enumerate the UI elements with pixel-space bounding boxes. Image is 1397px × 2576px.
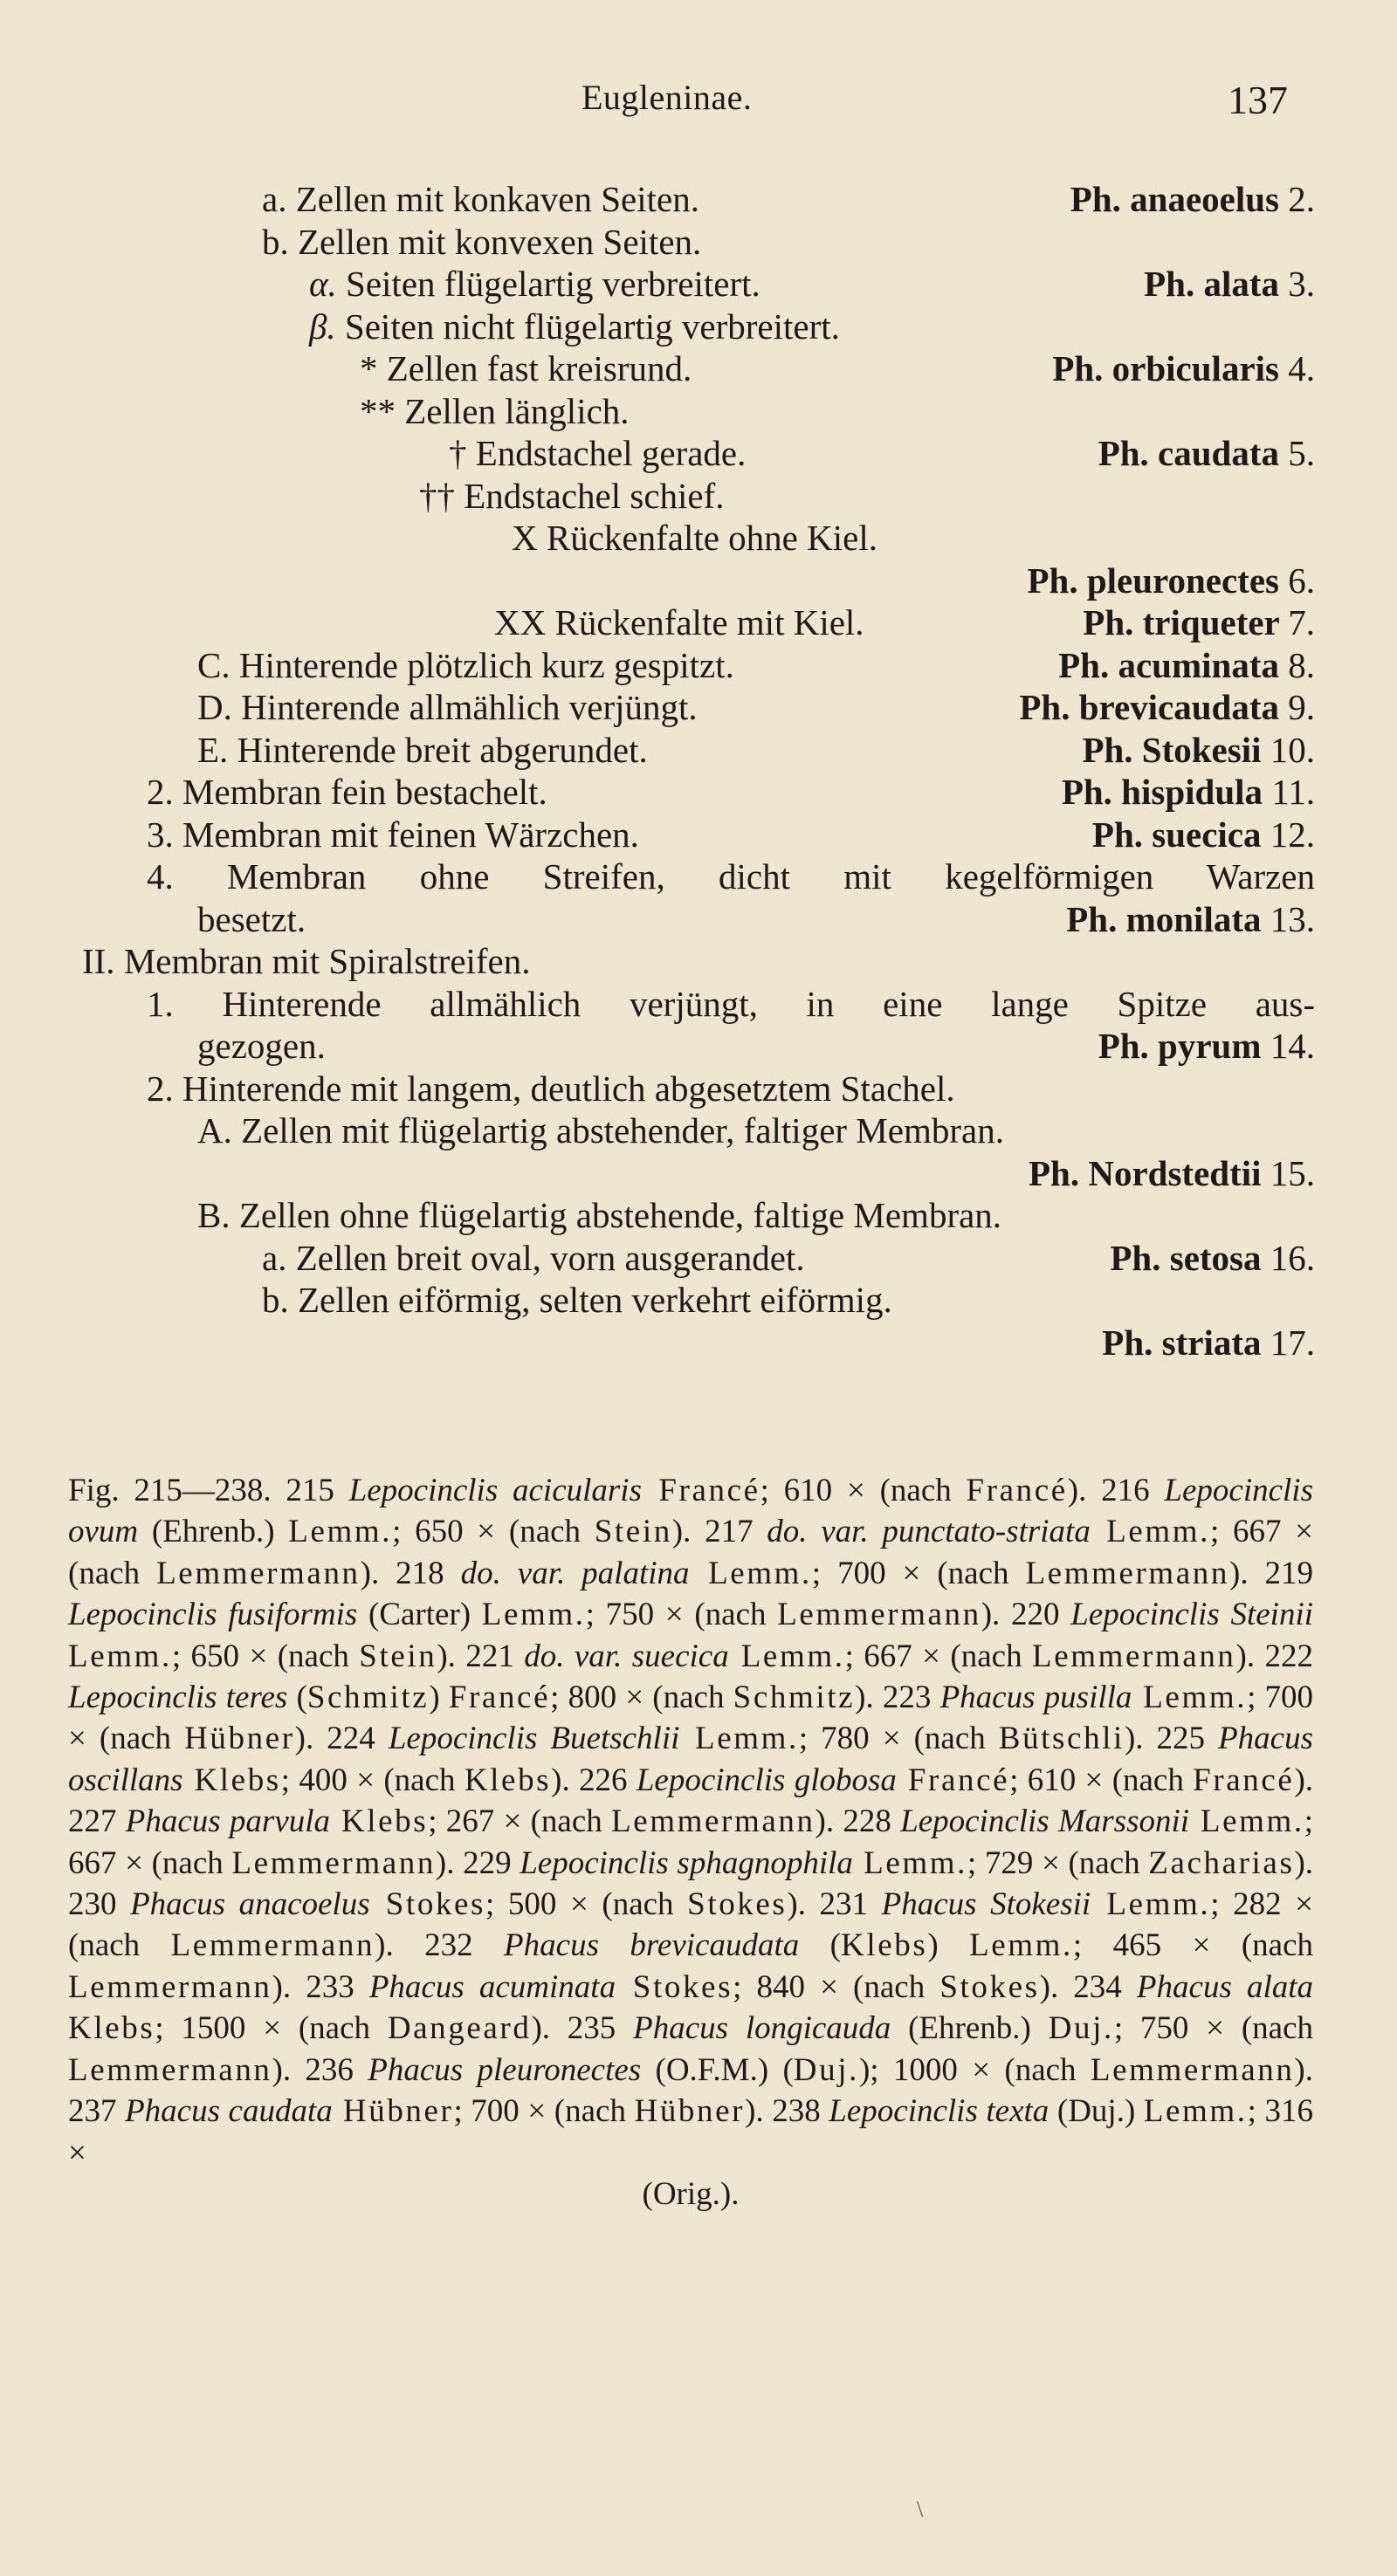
species-number: 5. (1288, 433, 1315, 473)
caption-text: ; 800 × (nach (550, 1680, 733, 1716)
key-line-description: Hinterende allmählich verjüngt. (241, 687, 698, 727)
author-name: Dangeard (387, 2010, 532, 2047)
author-name: Lemmermann (170, 1927, 375, 1964)
caption-text: (Duj.) (1049, 2093, 1144, 2130)
key-line-description: Zellen mit konvexen Seiten. (298, 221, 702, 262)
taxon-name: do. var. suecica (524, 1638, 729, 1674)
species-name (1083, 601, 1315, 644)
taxon-name: Lepocinclis ovum (68, 1473, 1313, 1550)
species-name-text: Ph. striata (1102, 1322, 1262, 1363)
caption-text: ). 216 (1067, 1473, 1165, 1508)
key-line-description: Membran fein bestachelt. (182, 772, 547, 812)
caption-text: ( (287, 1680, 307, 1716)
key-line (0, 855, 1397, 898)
caption-text: ). 236 (272, 2051, 368, 2088)
key-line-label: † (449, 433, 467, 473)
species-name-text: Ph. Nordstedtii (1029, 1152, 1262, 1193)
key-line-description: Hinterende allmählich verjüngt, in eine lange Spitze aus- (222, 983, 1316, 1024)
key-line (0, 729, 1397, 772)
caption-text: ). 235 (531, 2010, 634, 2047)
taxon-name: do. var. punctato-striata (767, 1514, 1091, 1550)
author-name: Hübner (634, 2093, 746, 2130)
caption-text: Fig. 215—238. 215 (68, 1473, 349, 1508)
caption-text: ). 222 (1235, 1638, 1314, 1674)
taxon-name: Lepocinclis Marssonii (900, 1803, 1190, 1840)
key-line-description: Hinterende breit abgerundet. (237, 729, 648, 770)
key-line (0, 898, 1397, 941)
running-header-title: Eugleninae. (582, 78, 753, 117)
key-line (0, 814, 1397, 856)
author-name: Francé (448, 1680, 551, 1716)
key-line-text (147, 983, 1315, 1026)
author-name: Lemmermann (68, 1968, 272, 2005)
author-name: Stokes (687, 1886, 788, 1923)
key-line-text (512, 517, 877, 560)
key-line-text (147, 771, 547, 814)
caption-text: ; 840 × (nach (733, 1968, 940, 2005)
author-name: Stein (359, 1638, 437, 1674)
key-line (0, 686, 1397, 729)
key-line-text (197, 644, 734, 687)
key-line-text (197, 1194, 1001, 1237)
species-number: 16. (1270, 1237, 1315, 1278)
species-number: 14. (1270, 1026, 1315, 1066)
taxon-name: Phacus pusilla (939, 1680, 1132, 1716)
caption-text: ; 729 × (nach (967, 1844, 1149, 1881)
key-line (0, 347, 1397, 390)
taxon-name: Lepocinclis Steinii (1070, 1597, 1314, 1633)
key-line-text (360, 347, 692, 390)
taxon-name: Phacus anacoelus (130, 1886, 370, 1923)
species-name-text: Ph. caudata (1098, 433, 1279, 473)
caption-text: ). 218 (360, 1555, 461, 1591)
key-line-description: Zellen mit konkaven Seiten. (295, 179, 699, 219)
author-name: Lemmermann (1090, 2051, 1295, 2088)
caption-text: ). 221 (437, 1638, 525, 1674)
author-name: Lemm. (1132, 1680, 1248, 1716)
taxon-name: Lepocinclis fusiformis (68, 1597, 358, 1633)
key-line-label: A. (197, 1110, 232, 1151)
key-line-label: X (512, 518, 538, 558)
species-number: 3. (1288, 264, 1315, 304)
species-name-text: Ph. alata (1144, 264, 1279, 304)
species-name-text: Ph. brevicaudata (1019, 687, 1279, 727)
key-line (0, 178, 1397, 221)
author-name: Zacharias (1148, 1844, 1295, 1881)
species-number: 15. (1270, 1152, 1315, 1193)
species-name (1110, 1237, 1315, 1280)
author-name: Lemmermann (68, 2051, 272, 2088)
identification-key (0, 178, 1397, 1364)
key-line (0, 221, 1397, 264)
caption-text: ) (429, 1680, 449, 1716)
species-name (1019, 686, 1315, 729)
species-name (1102, 1322, 1315, 1364)
key-line-description: Zellen ohne flügelartig abstehende, faltige Membran. (238, 1195, 1002, 1235)
author-name: Francé (642, 1473, 760, 1508)
key-line (0, 1279, 1397, 1322)
caption-text: ; 667 × (nach (68, 1514, 1314, 1591)
species-name (1098, 1025, 1315, 1068)
species-name-text: Ph. triqueter (1083, 602, 1279, 642)
key-line-description: Zellen eiförmig, selten verkehrt eiförmig. (298, 1280, 892, 1320)
author-name: Stokes (616, 1968, 733, 2005)
caption-text: ; 750 × (nach (1113, 2010, 1314, 2047)
key-line-description: Zellen mit flügelartig abstehender, faltiger Membran. (241, 1110, 1004, 1151)
key-line (0, 983, 1397, 1026)
author-name: Lemm. (1090, 1514, 1210, 1550)
caption-text: ). 231 (787, 1886, 882, 1923)
species-number: 8. (1288, 644, 1315, 685)
key-line-text (82, 940, 531, 983)
caption-text: ). 233 (272, 1968, 369, 2005)
author-name: Stokes (369, 1886, 486, 1923)
caption-text: ). 228 (815, 1803, 901, 1840)
species-number: 7. (1288, 602, 1315, 642)
caption-text: ; 667 × (nach (844, 1638, 1032, 1674)
key-line-text (197, 1109, 1004, 1152)
author-name: Klebs (464, 1762, 552, 1798)
key-line-text (197, 898, 306, 941)
author-name: Stokes (939, 1968, 1040, 2005)
caption-text: ). 225 (1124, 1721, 1219, 1757)
caption-text: ). 230 (68, 1844, 1314, 1923)
species-number: 17. (1270, 1322, 1315, 1363)
taxon-name: Phacus acuminata (368, 1968, 616, 2005)
species-name (1098, 432, 1315, 475)
caption-text: ) (927, 1927, 970, 1964)
species-number: 12. (1270, 814, 1315, 855)
caption-text: ). 226 (551, 1762, 637, 1798)
author-name: Francé (1193, 1762, 1295, 1798)
key-line (0, 1068, 1397, 1110)
taxon-name: Lepocinclis Buetschlii (388, 1721, 680, 1757)
author-name: Lemm. (689, 1555, 812, 1591)
species-number: 13. (1270, 898, 1315, 939)
species-number: 2. (1288, 179, 1315, 219)
key-line-description: Zellen breit oval, vorn ausgerandet. (295, 1237, 805, 1278)
author-name: Francé (966, 1473, 1068, 1508)
author-name: Klebs (182, 1762, 281, 1798)
key-line-text (262, 178, 699, 221)
caption-text: ); 1000 × (nach (858, 2051, 1091, 2088)
author-name: Francé (896, 1762, 1010, 1798)
species-name (1092, 814, 1315, 856)
species-name-text: Ph. monilata (1066, 898, 1262, 939)
key-line-description: Zellen länglich. (404, 390, 630, 431)
key-line-text (147, 855, 1315, 898)
key-line-description: Rückenfalte mit Kiel. (554, 602, 864, 642)
key-line-text (197, 729, 648, 772)
author-name: Duj. (1048, 2010, 1114, 2047)
species-name-text: Ph. acuminata (1058, 644, 1279, 685)
key-line-label: 2. (147, 1068, 174, 1109)
key-line-text (360, 390, 630, 433)
taxon-name: Lepocinclis teres (68, 1680, 288, 1716)
author-name: Klebs (68, 2010, 155, 2047)
species-name (1082, 729, 1315, 772)
species-name (1144, 263, 1315, 306)
caption-text: ). 220 (981, 1597, 1071, 1633)
key-line (0, 432, 1397, 475)
key-line-label: XX (494, 602, 547, 642)
caption-text: ( (799, 1927, 841, 1964)
author-name: Lemmermann (611, 1803, 815, 1840)
species-name (1070, 178, 1315, 221)
key-line-label: a. (262, 1237, 287, 1278)
key-line-description: Seiten nicht flügelartig verbreitert. (344, 306, 840, 347)
key-line-label: B. (197, 1195, 231, 1235)
key-line (0, 560, 1397, 602)
caption-text: ). 234 (1039, 1968, 1137, 2005)
author-name: Lemm. (1189, 1803, 1304, 1840)
key-line-description: Endstachel schief. (464, 475, 725, 516)
caption-text: ; 700 × (nach (453, 2093, 635, 2130)
key-line (0, 306, 1397, 348)
taxon-name: Phacus parvula (125, 1803, 331, 1840)
author-name: Lemm. (288, 1514, 393, 1550)
key-line-description: Hinterende plötzlich kurz gespitzt. (238, 644, 734, 685)
key-line (0, 771, 1397, 814)
species-number: 11. (1271, 772, 1315, 812)
author-name: Lemmermann (1032, 1638, 1236, 1674)
caption-text: (O.F.M.) ( (641, 2051, 794, 2088)
author-name: Hübner (332, 2093, 454, 2130)
species-name-text: Ph. pleuronectes (1027, 560, 1279, 601)
key-line-description: Endstachel gerade. (475, 433, 747, 473)
key-line (0, 601, 1397, 644)
author-name: Schmitz (733, 1680, 856, 1716)
taxon-name: Phacus alata (1136, 1968, 1314, 2005)
species-name (1058, 644, 1315, 687)
key-line-text (197, 1025, 326, 1068)
author-name: Hübner (184, 1721, 295, 1757)
caption-text: ; 282 × (nach (68, 1886, 1314, 1964)
species-name (1052, 347, 1315, 390)
taxon-name: Phacus longicauda (633, 2010, 891, 2047)
author-name: Duj. (793, 2051, 859, 2088)
caption-text: (Carter) (357, 1597, 482, 1633)
caption-text: ). 238 (745, 2093, 829, 2130)
taxon-name: Lepocinclis sphagnophila (520, 1844, 853, 1881)
key-line-text (262, 221, 701, 264)
key-line-text (262, 1279, 892, 1322)
taxon-name: Phacus Stokesii (881, 1886, 1091, 1923)
stray-mark: \ (917, 2497, 924, 2522)
caption-text: ; 650 × (nach (171, 1638, 360, 1674)
species-name (1066, 898, 1315, 941)
key-line (0, 644, 1397, 687)
key-line-label: a. (262, 179, 287, 219)
key-line-text (309, 263, 760, 306)
caption-text: ). 219 (1229, 1555, 1314, 1591)
key-line-label: α. (309, 264, 337, 304)
key-line-description: Zellen fast kreisrund. (386, 348, 692, 388)
author-name: Lemm. (852, 1844, 967, 1881)
key-line (0, 940, 1397, 983)
species-name-text: Ph. anaeoelus (1070, 179, 1279, 219)
key-line-description: Hinterende mit langem, deutlich abgesetztem Stachel. (182, 1068, 955, 1109)
key-line (0, 1109, 1397, 1152)
key-line (0, 390, 1397, 433)
caption-text: ). 217 (671, 1514, 767, 1550)
caption-text: ; 316 × (68, 2093, 1314, 2171)
caption-text: (Ehrenb.) (891, 2010, 1049, 2047)
taxon-name: Lepocinclis globosa (636, 1762, 897, 1798)
key-line-text (147, 814, 639, 856)
caption-text: ). 232 (375, 1927, 505, 1964)
species-number: 4. (1288, 348, 1315, 388)
key-line-label: †† (419, 475, 455, 516)
author-name: Klebs (330, 1803, 429, 1840)
species-name-text: Ph. suecica (1091, 814, 1262, 855)
caption-text: ; 700 × (nach (811, 1555, 1026, 1591)
caption-text: ). 224 (294, 1721, 389, 1757)
key-line-label: * (360, 348, 378, 388)
key-line-label: 1. (147, 983, 174, 1024)
key-line-label: 4. (147, 856, 174, 896)
species-number: 10. (1270, 729, 1315, 770)
author-name: Lemm. (481, 1597, 586, 1633)
author-name: Lemmermann (777, 1597, 981, 1633)
key-line-label: b. (262, 1280, 289, 1320)
key-line-label: E. (197, 729, 229, 770)
author-name: Lemm. (728, 1638, 845, 1674)
species-name-text: Ph. orbicularis (1052, 348, 1279, 388)
caption-text: ; 750 × (nach (585, 1597, 778, 1633)
author-name: Lemm. (68, 1638, 172, 1674)
key-line-description: Membran mit Spiralstreifen. (123, 941, 531, 981)
author-name: Klebs (841, 1927, 928, 1964)
species-name-text: Ph. Stokesii (1082, 729, 1262, 770)
figure-caption (68, 1470, 1313, 2215)
taxon-name: Phacus caudata (125, 2093, 333, 2130)
key-line-label: ** (360, 390, 396, 431)
key-line-text (494, 601, 864, 644)
taxon-name: Lepocinclis texta (829, 2093, 1049, 2130)
page-number: 137 (1228, 78, 1288, 122)
taxon-name: Phacus pleuronectes (368, 2051, 642, 2088)
key-line-text (419, 475, 725, 518)
key-line (0, 517, 1397, 560)
key-line-text (262, 1237, 805, 1280)
key-line-description: Membran mit feinen Wärzchen. (182, 814, 639, 855)
key-line-text (147, 1068, 955, 1110)
caption-text: ; 610 × (nach (760, 1473, 967, 1508)
author-name: Lemmermann (231, 1844, 436, 1881)
caption-text: ; 400 × (nach (280, 1762, 465, 1798)
key-line-text (197, 686, 698, 729)
caption-text: ; 700 × (nach (68, 1680, 1314, 1757)
caption-text: ; 465 × (nach (1072, 1927, 1313, 1964)
caption-text: ; 650 × (nach (392, 1514, 595, 1550)
key-line-label: C. (197, 644, 231, 685)
caption-text: ; 267 × (nach (428, 1803, 612, 1840)
key-line-label: D. (197, 687, 232, 727)
key-line-description: Seiten flügelartig verbreitert. (346, 264, 760, 304)
caption-text: ; 1500 × (nach (155, 2010, 388, 2047)
taxon-name: Phacus brevicaudata (504, 1927, 800, 1964)
author-name: Lemm. (1143, 2093, 1248, 2130)
caption-text: ). 237 (68, 2051, 1313, 2130)
caption-text: ; 780 × (nach (798, 1721, 999, 1757)
key-line-description: Membran ohne Streifen, dicht mit kegelförmigen Warzen (227, 856, 1315, 896)
caption-text: ). 229 (435, 1844, 520, 1881)
author-name: Lemm. (1091, 1886, 1211, 1923)
author-name: Stein (594, 1514, 672, 1550)
taxon-name: do. var. palatina (460, 1555, 690, 1591)
species-name (1062, 771, 1315, 814)
key-line-description: gezogen. (197, 1026, 326, 1066)
key-line-label: 3. (147, 814, 174, 855)
species-name-text: Ph. hispidula (1061, 772, 1263, 812)
author-name: Lemmermann (156, 1555, 361, 1591)
author-name: Lemm. (679, 1721, 799, 1757)
key-line (0, 1152, 1397, 1195)
caption-text: ; 610 × (nach (1009, 1762, 1194, 1798)
key-line-text (309, 306, 840, 348)
key-line (0, 263, 1397, 306)
author-name: Lemm. (969, 1927, 1073, 1964)
caption-text: ). 227 (68, 1762, 1314, 1840)
taxon-name: Phacus oscillans (68, 1721, 1314, 1798)
species-name (1027, 560, 1315, 602)
key-line (0, 1194, 1397, 1237)
author-name: Bütschli (998, 1721, 1125, 1757)
caption-text: (Ehrenb.) (138, 1514, 289, 1550)
key-line (0, 475, 1397, 518)
species-name (1029, 1152, 1315, 1195)
key-line (0, 1322, 1397, 1364)
key-line (0, 1025, 1397, 1068)
species-number: 9. (1288, 687, 1315, 727)
key-line-label: 2. (147, 772, 174, 812)
caption-text: ). 223 (855, 1680, 940, 1716)
taxon-name: Lepocinclis acicularis (348, 1473, 642, 1508)
author-name: Schmitz (306, 1680, 430, 1716)
key-line-description: besetzt. (197, 898, 306, 939)
key-line-label: β. (309, 306, 336, 347)
key-line-label: II. (82, 941, 115, 981)
author-name: Lemmermann (1025, 1555, 1229, 1591)
key-line-text (449, 432, 746, 475)
species-name-text: Ph. setosa (1110, 1237, 1262, 1278)
key-line-description: Rückenfalte ohne Kiel. (546, 518, 877, 558)
caption-text: ; 667 × (nach (68, 1803, 1314, 1881)
caption-text: ; 500 × (nach (485, 1886, 688, 1923)
key-line-label: b. (262, 221, 289, 262)
species-number: 6. (1288, 560, 1315, 601)
species-name-text: Ph. pyrum (1098, 1026, 1262, 1066)
key-line (0, 1237, 1397, 1280)
caption-end: (Orig.). (642, 2175, 740, 2212)
